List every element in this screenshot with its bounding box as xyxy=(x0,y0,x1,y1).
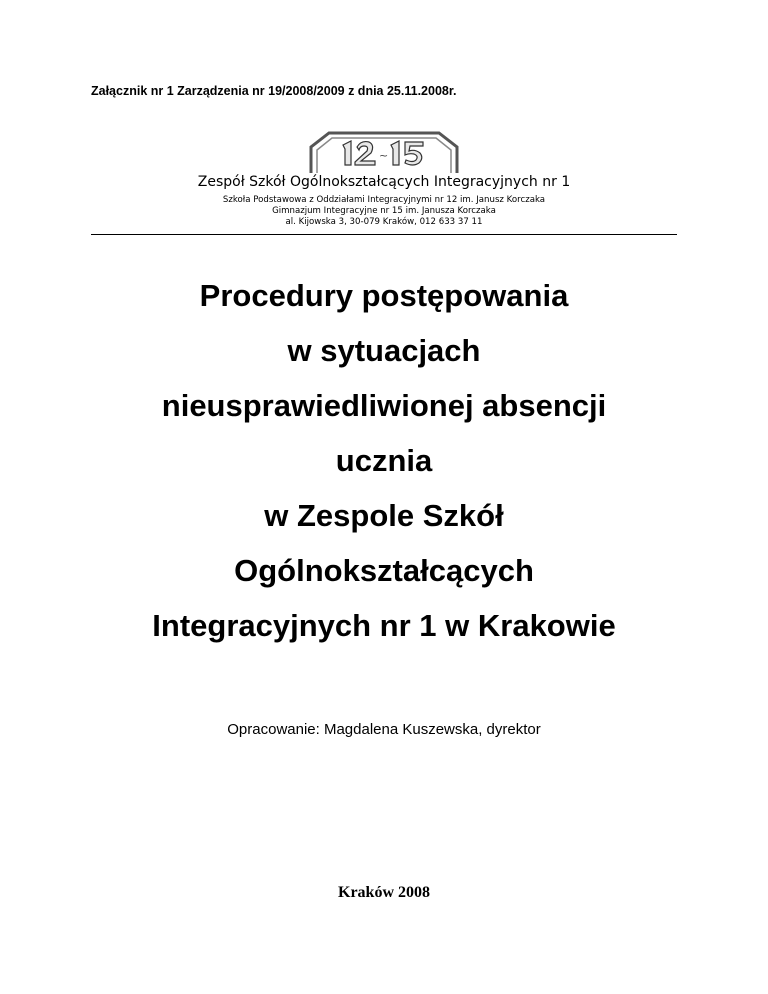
title-line: Ogólnokształcących xyxy=(234,553,534,588)
title-line: w Zespole Szkół xyxy=(264,498,504,533)
gymnasium-line: Gimnazjum Integracyjne nr 15 im. Janusza Korczaka xyxy=(272,206,496,216)
title-line: w sytuacjach xyxy=(287,333,481,368)
primary-school-line: Szkoła Podstawowa z Oddziałami Integracyjnymi nr 12 im. Janusz Korczaka xyxy=(222,195,546,205)
school-details xyxy=(0,195,768,228)
author-credit: Opracowanie: Magdalena Kuszewska, dyrektor xyxy=(227,721,541,738)
school-name: Zespół Szkół Ogólnokształcących Integracyjnych nr 1 xyxy=(197,174,571,190)
title-line: Integracyjnych nr 1 w Krakowie xyxy=(152,608,616,643)
school-house-logo-icon xyxy=(303,125,465,175)
header-divider xyxy=(91,234,677,235)
title-line: Procedury postępowania xyxy=(199,278,569,313)
title-line: nieusprawiedliwionej absencji xyxy=(161,388,607,423)
address-line: al. Kijowska 3, 30-079 Kraków, 012 633 37 11 xyxy=(285,217,483,227)
svg-text:~: ~ xyxy=(379,149,389,162)
title-line: ucznia xyxy=(335,443,433,478)
annex-reference: Załącznik nr 1 Zarządzenia nr 19/2008/2009 z dnia 25.11.2008r. xyxy=(91,84,457,98)
place-and-date: Kraków 2008 xyxy=(338,884,430,901)
document-title xyxy=(0,268,768,653)
